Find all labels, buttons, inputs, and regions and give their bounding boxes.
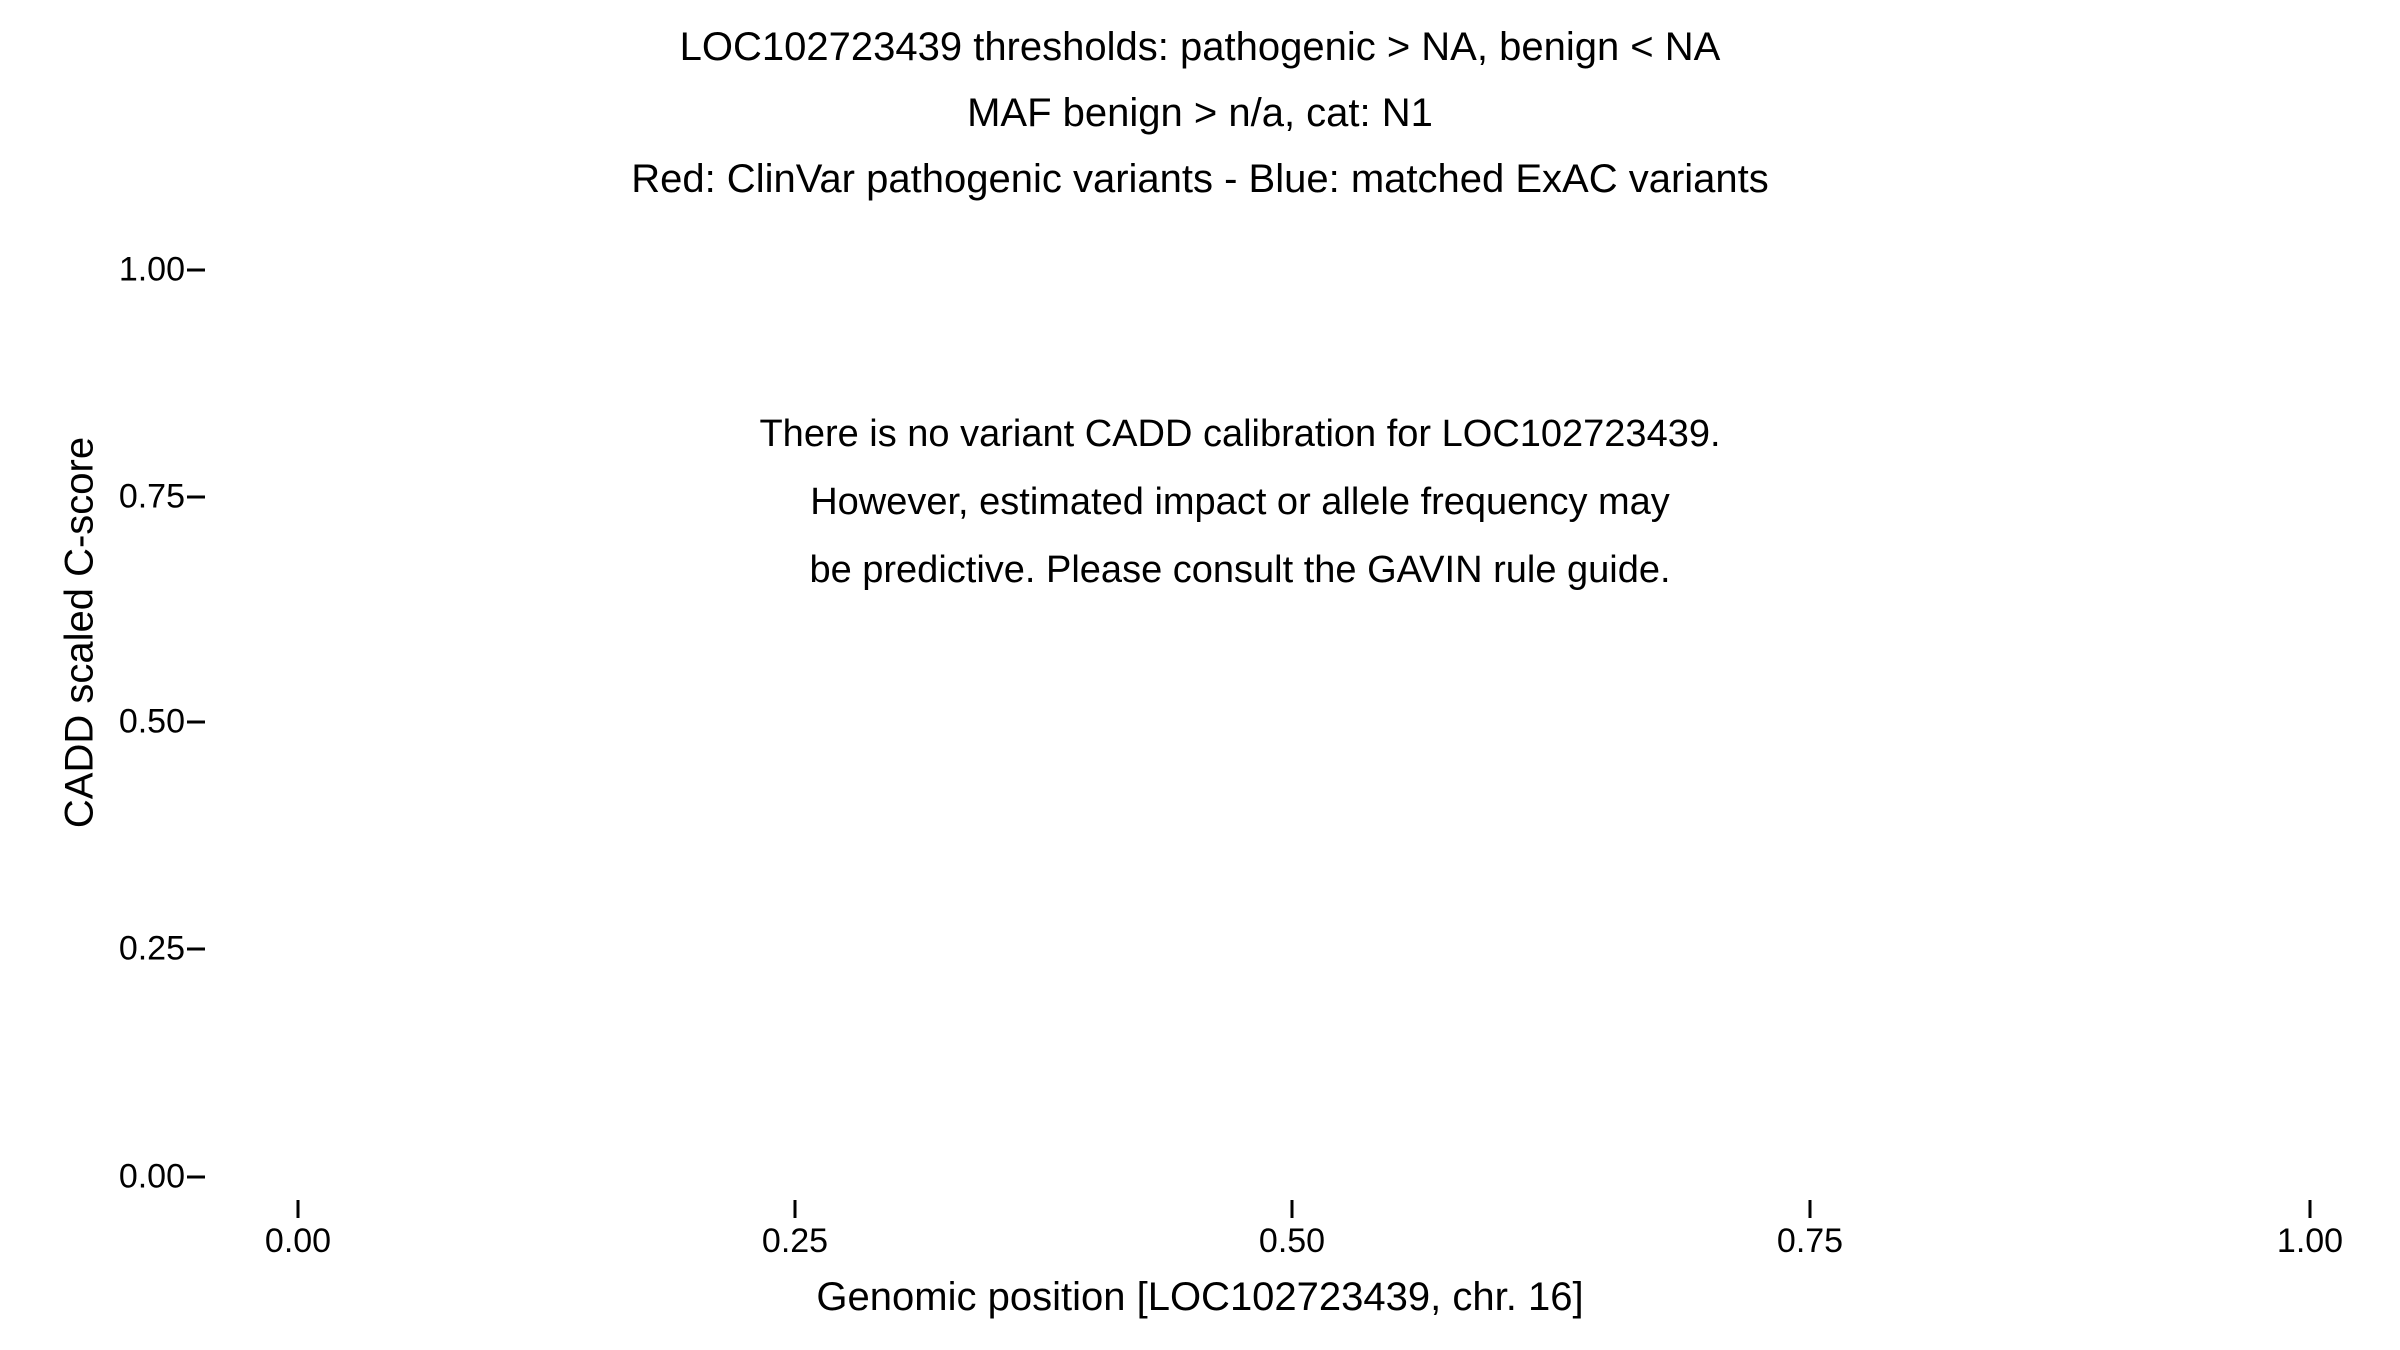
y-tick-label-0.75: 0.75 xyxy=(118,477,185,516)
y-tick-mark-0.50 xyxy=(187,721,205,724)
x-tick-mark-0.00 xyxy=(297,1200,300,1218)
y-tick-label-0.25: 0.25 xyxy=(118,929,185,968)
y-tick-mark-0.25 xyxy=(187,948,205,951)
no-calibration-message xyxy=(200,400,2280,604)
y-tick-mark-1.00 xyxy=(187,269,205,272)
y-tick-label-0.00: 0.00 xyxy=(118,1157,185,1196)
no-calibration-message-line-2: However, estimated impact or allele frequency may xyxy=(810,481,1670,523)
x-tick-mark-0.75 xyxy=(1809,1200,1812,1218)
x-axis-label: Genomic position [LOC102723439, chr. 16] xyxy=(816,1275,1584,1319)
no-calibration-message-line-1: There is no variant CADD calibration for LOC102723439. xyxy=(759,413,1721,455)
chart-title-line-1: LOC102723439 thresholds: pathogenic > NA, benign < NA xyxy=(679,25,1721,69)
x-tick-mark-0.50 xyxy=(1291,1200,1294,1218)
chart-title-line-2: MAF benign > n/a, cat: N1 xyxy=(967,91,1433,135)
y-axis-label: CADD scaled C-score xyxy=(57,436,102,829)
y-tick-mark-0.00 xyxy=(187,1176,205,1179)
x-tick-mark-0.25 xyxy=(794,1200,797,1218)
x-tick-mark-1.00 xyxy=(2309,1200,2312,1218)
y-tick-label-1.00: 1.00 xyxy=(118,250,185,289)
x-tick-label-0.00: 0.00 xyxy=(264,1222,332,1260)
x-tick-label-0.50: 0.50 xyxy=(1258,1222,1326,1260)
x-tick-label-0.25: 0.25 xyxy=(761,1222,829,1260)
chart-title xyxy=(0,14,2400,212)
x-tick-label-0.75: 0.75 xyxy=(1776,1222,1844,1260)
chart-title-line-3: Red: ClinVar pathogenic variants - Blue: matched ExAC variants xyxy=(631,157,1769,201)
y-tick-label-0.50: 0.50 xyxy=(118,702,185,741)
no-calibration-message-line-3: be predictive. Please consult the GAVIN rule guide. xyxy=(809,549,1671,591)
x-tick-label-1.00: 1.00 xyxy=(2276,1222,2344,1260)
